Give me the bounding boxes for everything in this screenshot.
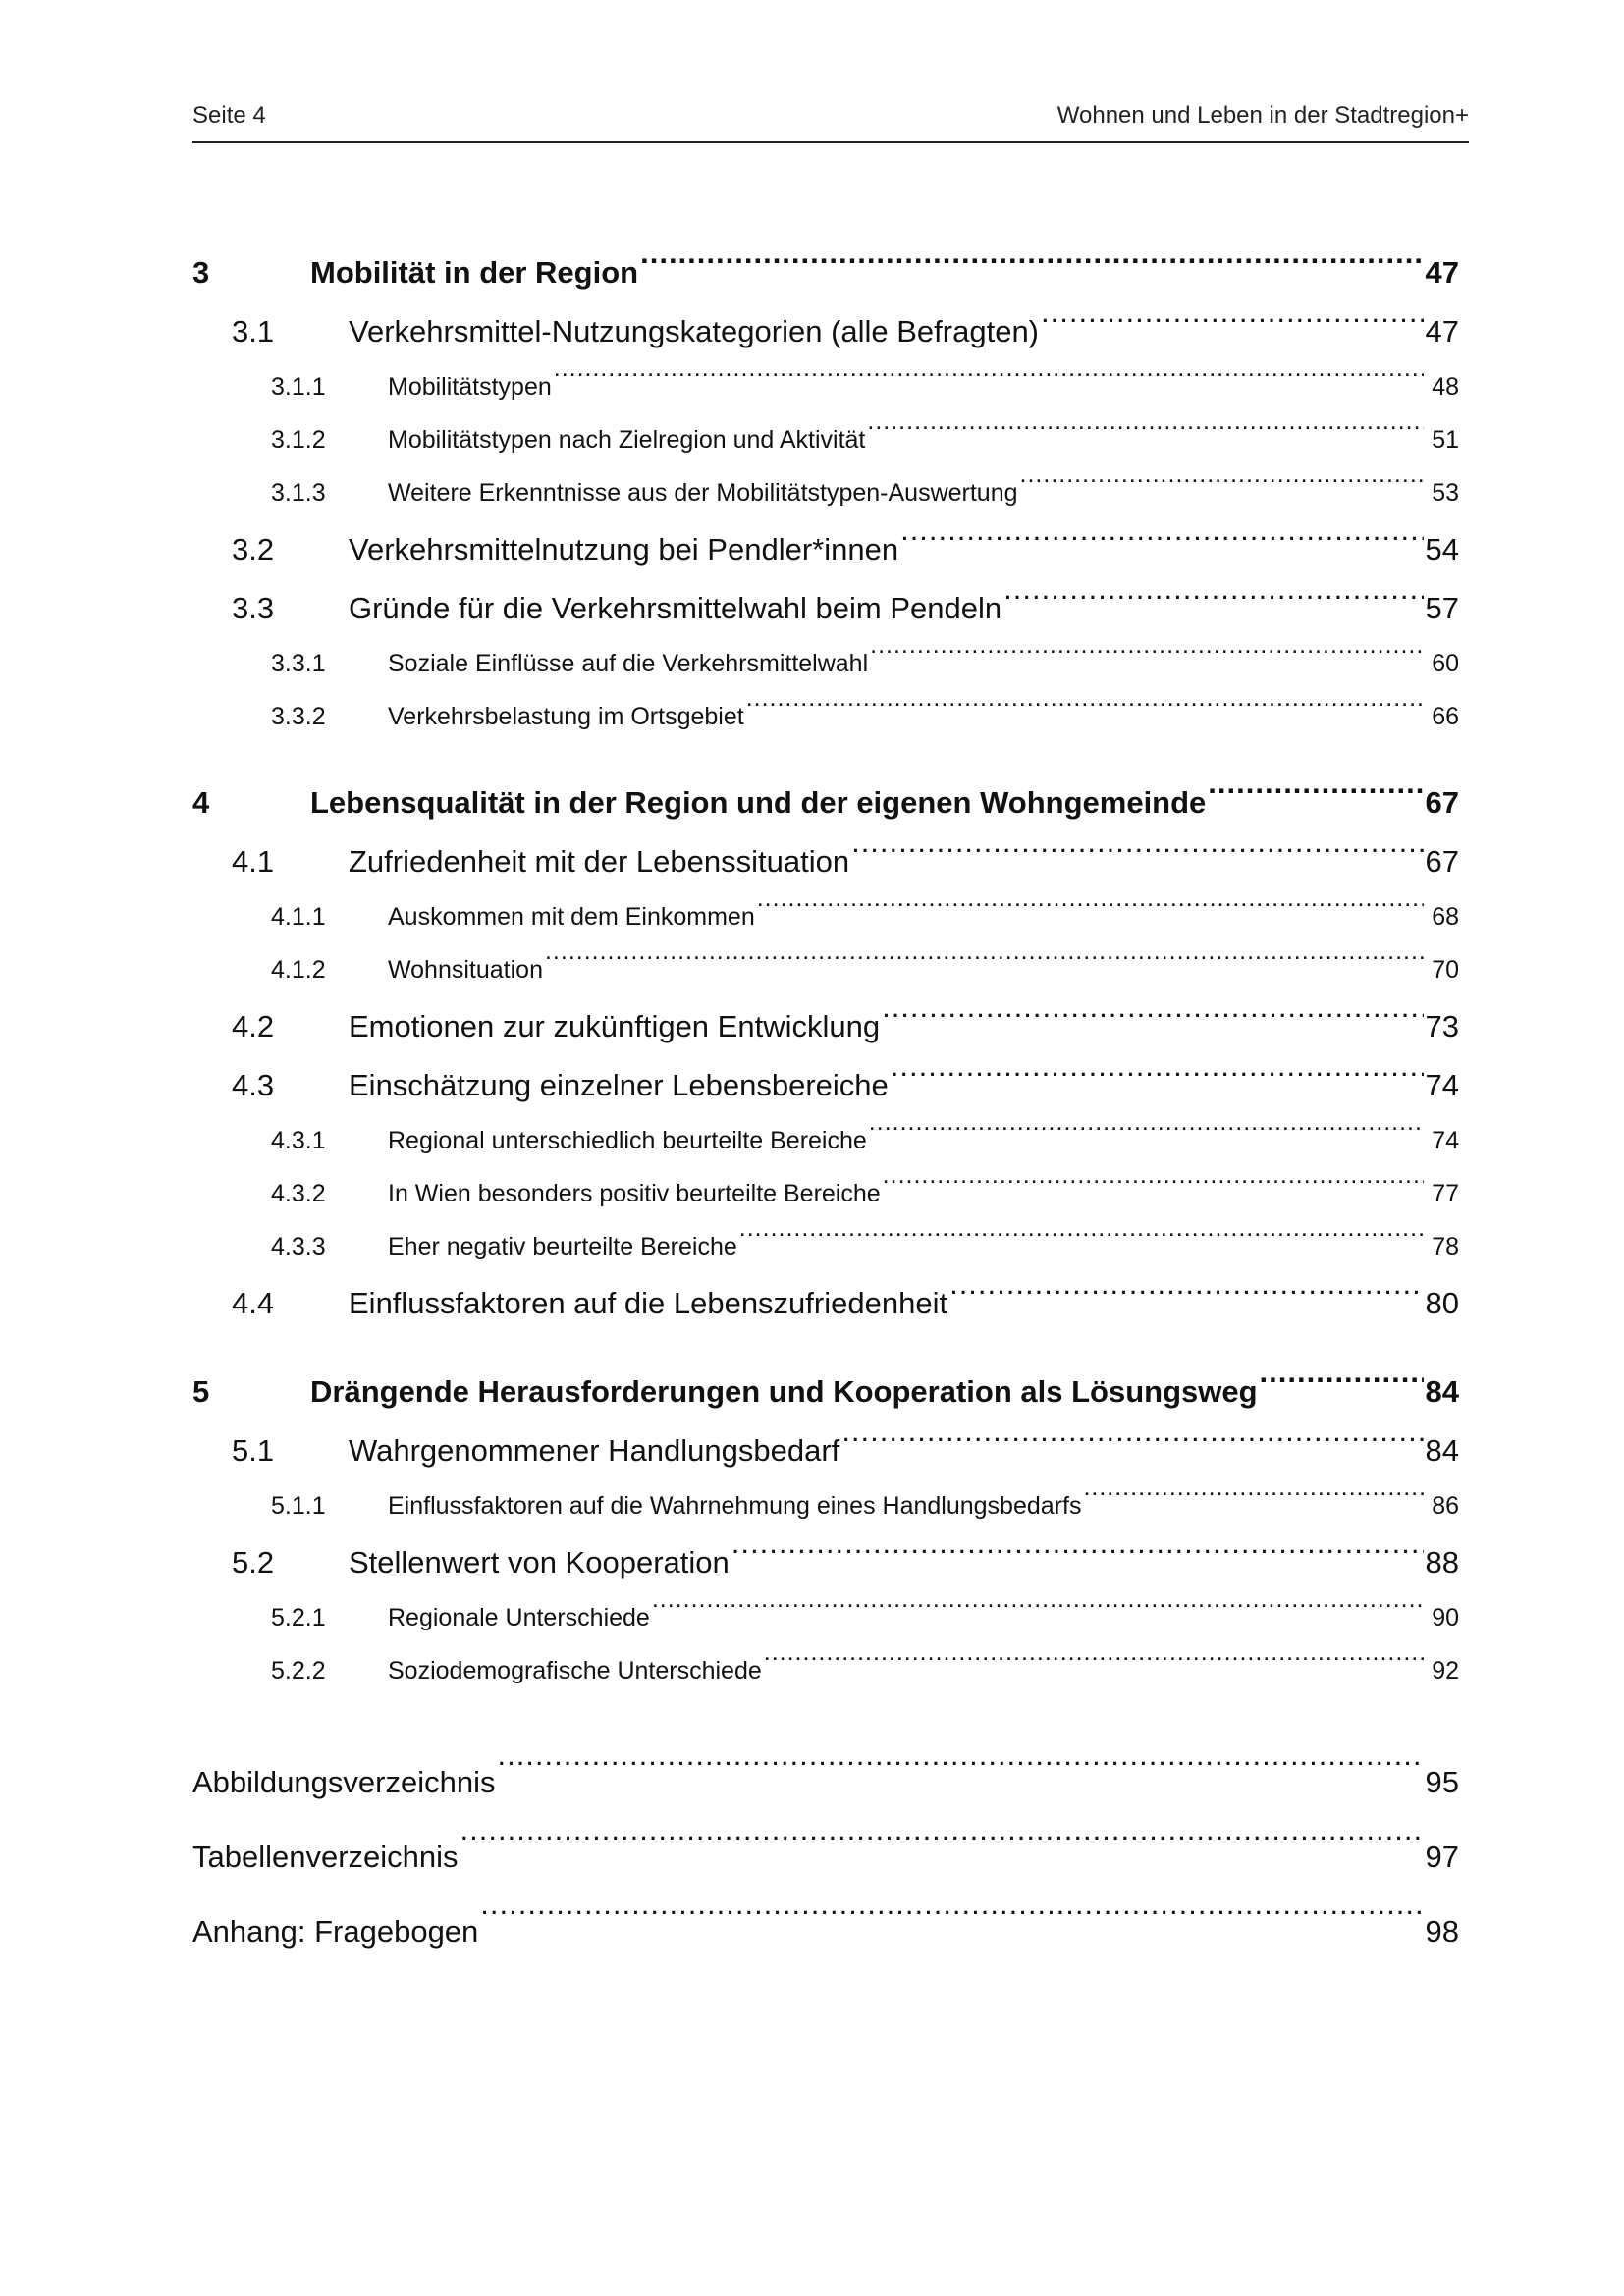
dot-leader — [640, 224, 1423, 283]
toc-subsection-3-3-2[interactable] — [192, 671, 1459, 730]
toc-number: 4.3.2 — [271, 1180, 326, 1207]
toc-number: 3.1 — [232, 314, 275, 348]
toc-chapter-4[interactable] — [192, 754, 1459, 820]
dot-leader — [746, 671, 1425, 724]
toc-page: 92 — [1432, 1657, 1459, 1684]
toc-subsection-5-2-1[interactable] — [192, 1573, 1459, 1631]
toc-number: 4.4 — [232, 1286, 275, 1320]
toc-page: 74 — [1432, 1127, 1459, 1154]
dot-leader — [1041, 283, 1424, 342]
toc-number: 4.1 — [232, 844, 275, 879]
dot-leader — [1003, 560, 1423, 618]
toc-label: Auskommen mit dem Einkommen — [388, 903, 755, 931]
toc-label: Regionale Unterschiede — [388, 1604, 650, 1631]
page-number-label: Seite 4 — [192, 102, 266, 129]
toc-label: Stellenwert von Kooperation — [349, 1545, 730, 1579]
toc-page: 74 — [1425, 1068, 1459, 1102]
toc-subsection-3-1-2[interactable] — [192, 395, 1459, 454]
toc-page: 66 — [1432, 703, 1459, 730]
dot-leader — [841, 1402, 1423, 1461]
toc-label: Lebensqualität in der Region und der eigenen Wohngemeinde — [310, 785, 1207, 820]
dot-leader — [460, 1792, 1424, 1867]
dot-leader — [731, 1514, 1424, 1573]
toc-section-3-2[interactable] — [192, 501, 1459, 566]
toc-label: Mobilitätstypen nach Zielregion und Aktivität — [388, 426, 866, 454]
toc-page: 97 — [1425, 1840, 1459, 1874]
toc-subsection-4-3-3[interactable] — [192, 1201, 1459, 1260]
toc-label: Mobilität in der Region — [310, 255, 639, 290]
toc-subsection-4-1-2[interactable] — [192, 925, 1459, 984]
toc-page: 90 — [1432, 1604, 1459, 1631]
toc-number: 3 — [192, 255, 210, 290]
toc-label: Regional unterschiedlich beurteilte Bereiche — [388, 1127, 867, 1154]
toc-subsection-4-3-1[interactable] — [192, 1095, 1459, 1154]
dot-leader — [480, 1867, 1423, 1942]
toc-page: 73 — [1425, 1009, 1459, 1043]
toc-page: 86 — [1432, 1492, 1459, 1520]
toc-subsection-3-1-3[interactable] — [192, 448, 1459, 507]
toc-number: 5.1.1 — [271, 1492, 326, 1520]
toc-section-4-4[interactable] — [192, 1255, 1459, 1320]
toc-label: Wahrgenommener Handlungsbedarf — [349, 1433, 840, 1468]
dot-leader — [851, 813, 1423, 872]
toc-subsection-4-1-1[interactable] — [192, 872, 1459, 931]
toc-chapter-3[interactable] — [192, 224, 1459, 290]
dot-leader — [900, 501, 1423, 560]
toc-page: 67 — [1425, 844, 1459, 879]
toc-label: In Wien besonders positiv beurteilte Bereiche — [388, 1180, 881, 1207]
toc-page: 80 — [1425, 1286, 1459, 1320]
dot-leader — [891, 1037, 1424, 1095]
dot-leader — [1020, 448, 1425, 501]
toc-label: Drängende Herausforderungen und Kooperation als Lösungsweg — [310, 1374, 1258, 1409]
toc-number: 4.2 — [232, 1009, 275, 1043]
toc-section-3-3[interactable] — [192, 560, 1459, 625]
toc-page: 70 — [1432, 956, 1459, 984]
dot-leader — [497, 1718, 1423, 1792]
dot-leader — [545, 925, 1424, 978]
toc-number: 4.3 — [232, 1068, 275, 1102]
toc-subsection-4-3-2[interactable] — [192, 1148, 1459, 1207]
toc-page: 60 — [1432, 650, 1459, 677]
toc-section-4-3[interactable] — [192, 1037, 1459, 1102]
toc-number: 4.3.3 — [271, 1233, 326, 1260]
toc-number: 3.1.1 — [271, 373, 326, 400]
toc-page: 51 — [1432, 426, 1459, 454]
toc-number: 4 — [192, 785, 210, 820]
toc-page: 48 — [1432, 373, 1459, 400]
toc-table-index[interactable] — [192, 1792, 1459, 1874]
toc-page: 67 — [1425, 785, 1459, 820]
dot-leader — [869, 1095, 1424, 1148]
toc-number: 3.2 — [232, 532, 275, 566]
dot-leader — [554, 342, 1424, 395]
dot-leader — [870, 618, 1424, 671]
toc-label: Verkehrsmittel-Nutzungskategorien (alle Befragten) — [349, 314, 1040, 348]
toc-section-3-1[interactable] — [192, 283, 1459, 348]
dot-leader — [883, 1148, 1425, 1201]
toc-label: Einschätzung einzelner Lebensbereiche — [349, 1068, 889, 1102]
toc-page: 98 — [1425, 1914, 1459, 1949]
dot-leader — [764, 1626, 1424, 1679]
dot-leader — [1083, 1461, 1424, 1514]
toc-number: 3.3.1 — [271, 650, 326, 677]
toc-page: 77 — [1432, 1180, 1459, 1207]
toc-page: 68 — [1432, 903, 1459, 931]
toc-subsection-3-1-1[interactable] — [192, 342, 1459, 400]
toc-label: Wohnsituation — [388, 956, 543, 984]
toc-section-4-2[interactable] — [192, 978, 1459, 1043]
dot-leader — [867, 395, 1424, 448]
toc-number: 5 — [192, 1374, 210, 1409]
toc-number: 4.1.1 — [271, 903, 326, 931]
toc-section-5-2[interactable] — [192, 1514, 1459, 1579]
toc-label: Anhang: Fragebogen — [192, 1914, 479, 1949]
dot-leader — [882, 978, 1423, 1037]
toc-label: Verkehrsbelastung im Ortsgebiet — [388, 703, 744, 730]
toc-chapter-5[interactable] — [192, 1343, 1459, 1409]
toc-page: 54 — [1425, 532, 1459, 566]
toc-page: 47 — [1425, 255, 1459, 290]
dot-leader — [652, 1573, 1424, 1626]
dot-leader — [1208, 754, 1423, 813]
toc-label: Verkehrsmittelnutzung bei Pendler*innen — [349, 532, 899, 566]
toc-label: Einflussfaktoren auf die Lebenszufriedenheit — [349, 1286, 948, 1320]
toc-label: Soziale Einflüsse auf die Verkehrsmittelwahl — [388, 650, 869, 677]
toc-label: Tabellenverzeichnis — [192, 1840, 459, 1874]
toc-subsection-3-3-1[interactable] — [192, 618, 1459, 677]
toc-number: 3.1.3 — [271, 479, 326, 507]
document-title: Wohnen und Leben in der Stadtregion+ — [1056, 102, 1469, 129]
toc-section-4-1[interactable] — [192, 813, 1459, 879]
toc-appendix-questionnaire[interactable] — [192, 1867, 1459, 1949]
toc-label: Zufriedenheit mit der Lebenssituation — [349, 844, 850, 879]
toc-subsection-5-2-2[interactable] — [192, 1626, 1459, 1684]
toc-number: 5.1 — [232, 1433, 275, 1468]
dot-leader — [739, 1201, 1424, 1255]
dot-leader — [949, 1255, 1423, 1313]
toc-figure-index[interactable] — [192, 1718, 1459, 1799]
toc-number: 5.2 — [232, 1545, 275, 1579]
toc-page: 88 — [1425, 1545, 1459, 1579]
toc-label: Soziodemografische Unterschiede — [388, 1657, 762, 1684]
toc-subsection-5-1-1[interactable] — [192, 1461, 1459, 1520]
toc-page: 47 — [1425, 314, 1459, 348]
toc-label: Eher negativ beurteilte Bereiche — [388, 1233, 737, 1260]
toc-page: 78 — [1432, 1233, 1459, 1260]
toc-label: Einflussfaktoren auf die Wahrnehmung eines Handlungsbedarfs — [388, 1492, 1082, 1520]
toc-number: 5.2.1 — [271, 1604, 326, 1631]
toc-label: Weitere Erkenntnisse aus der Mobilitätstypen-Auswertung — [388, 479, 1018, 507]
toc-label: Mobilitätstypen — [388, 373, 552, 400]
toc-number: 5.2.2 — [271, 1657, 326, 1684]
toc-label: Gründe für die Verkehrsmittelwahl beim Pendeln — [349, 591, 1002, 625]
toc-page: 57 — [1425, 591, 1459, 625]
table-of-contents — [192, 224, 1459, 1949]
toc-number: 3.3.2 — [271, 703, 326, 730]
toc-section-5-1[interactable] — [192, 1402, 1459, 1468]
toc-page: 84 — [1425, 1374, 1459, 1409]
toc-label: Emotionen zur zukünftigen Entwicklung — [349, 1009, 881, 1043]
toc-number: 3.3 — [232, 591, 275, 625]
toc-page: 95 — [1425, 1765, 1459, 1799]
toc-page: 53 — [1432, 479, 1459, 507]
dot-leader — [1260, 1343, 1424, 1402]
toc-page: 84 — [1425, 1433, 1459, 1468]
dot-leader — [757, 872, 1424, 925]
toc-number: 4.3.1 — [271, 1127, 326, 1154]
toc-number: 3.1.2 — [271, 426, 326, 454]
toc-label: Abbildungsverzeichnis — [192, 1765, 496, 1799]
page-header — [192, 102, 1469, 143]
toc-number: 4.1.2 — [271, 956, 326, 984]
